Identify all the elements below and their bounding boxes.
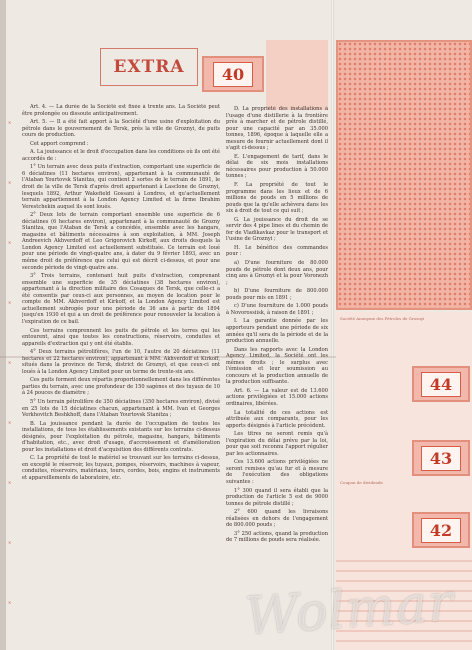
articles-right-column bbox=[226, 106, 328, 646]
coupon-43 bbox=[412, 440, 470, 476]
paragraph: A. La jouissance et le droit d'occupation dans les conditions où ils ont été accordés de : bbox=[22, 149, 220, 162]
coupon-number: 43 bbox=[421, 446, 461, 471]
coupon-panel bbox=[266, 40, 328, 110]
paragraph: La totalité de ces actions est attribuée aux comparants, pour les apports désignés à l'article précédent. bbox=[226, 409, 328, 429]
paragraph: C. La propriété de tout le matériel se trouvant sur les terrains ci-dessus, en excepté le réservoir, les tuyaux, pompes, réservoirs, machines à vapeur, conduites, réservoirs, matériaux, tours, cordes, bois, engins et instruments et appareillements de laboratoire, etc. bbox=[22, 455, 220, 481]
stamp-text: Coupon de dividende bbox=[340, 480, 383, 485]
header-title-frame bbox=[100, 48, 198, 86]
coupon-fine-print bbox=[340, 480, 468, 510]
paragraph: F. La propriété de tout le programme dans les lieux et de 6 millions de pouds en 5 millions de pouds que la qu'elle achèvera dans les six à droit de tout ce qui suit ; bbox=[226, 182, 328, 215]
paragraph: Les titres ne seront remis qu'à l'expiration du délai prévu par la loi, pour que soit reconnu l'apport régulier par les actionnaires. bbox=[226, 431, 328, 457]
stamp-text: Société Anonyme des Pétroles de Grosnyi bbox=[340, 316, 425, 321]
paragraph: 2° Deux lots de terrain comportant ensemble une superficie de 6 déciatines (6 hectares environ), appartenant à la communauté de Grozny Stanitza, que l'Ataban de Tersk a concédés, ensemble avec les hangars, magasins et bâtiments nécessaires à son exploitation, à MM. Joseph Andreevich Akhverdoff et Leo Grigorovich Kirkoff, aux droits desquels la London Agency Limited est actuellement substituée. Ce terrain est loué pour une période de vingt-quatre ans, à dater du 9 février 1893, avec un même droit de préférence que celui qui est décrit ci-dessus, et pour une seconde période de vingt-quatre ans. bbox=[22, 212, 220, 271]
paragraph: Ces terrains comprennent les puits de pétrole et les terres qui les entourent, ainsi que toutes les constructions, réservoirs, conduites et appareils d'extraction qui y ont été établis. bbox=[22, 327, 220, 347]
paragraph: Ces 13.600 actions privilégiées ne seront remises qu'au fur et à mesure de l'exécution des obligations suivantes : bbox=[226, 459, 328, 485]
paragraph: B. La jouissance pendant la durée de l'occupation de toutes les installations, de tous les établissements existants sur les terrains ci-dessus désignés, pour l'exploitation du pétrole, magasins, hangars, bâtiments d'habitation, etc., avec droit d'usage, d'accroissement et d'amélioration pour les installations et droit d'acquisition des différents contrats. bbox=[22, 420, 220, 453]
paragraph: Ces puits forment deux répartis proportionnellement dans les différentes parties du terrain, avec une profondeur de 150 sagènes et des tuyaux de 10 à 24 pouces de diamètre ; bbox=[22, 377, 220, 397]
paragraph: Art. 5. — Il a été fait apport à la Société d'une usine d'exploitation du pétrole dans le gouvernement de Tersk, près la ville de Groznyi, de puits cours de production. bbox=[22, 119, 220, 139]
paragraph: 3° Trois terrains, contenant huit puits d'extraction, comprenant ensemble une superficie de 35 déciatines (38 hectares environ), appartenant à la direction militaire des Cosaques de Tersk, que celle-ci a été consentis par ceux-ci aux personnes, au moyen de location pour le compte de MM. Akhverdoff et Kirkoff, et la London Agency Limited est actuellement subrogée pour une période de 36 ans à partir de 1894 jusqu'en 1930 et qui a un droit de préférence pour renouveler la location à l'expiration de ce bail. bbox=[22, 273, 220, 325]
watermark: Wolmar bbox=[243, 572, 456, 648]
paragraph: 2° 600 quand les livraisons réalisées en dehors de l'engagement de 800.000 pouds ; bbox=[226, 509, 328, 529]
header-title: EXTRA bbox=[113, 57, 185, 77]
paragraph: I. La garantie donnée par les apporteurs pendant une période de six années qu'il sera de la période et de la production annuelle. bbox=[226, 318, 328, 345]
margin-marks: ✕ ✕ ✕ ✕ ✕ ✕ ✕ ✕ ✕ bbox=[8, 120, 12, 605]
paragraph: 1° 300 quand il sera établi que la production de l'article 5 est de 9000 tonnes de pétrole distillé ; bbox=[226, 487, 328, 507]
paragraph: Art. 4. — La durée de la Société est fixée à trente ans. La Société peut être prolongée ou dissoute anticipativement. bbox=[22, 104, 220, 117]
coupon-number: 42 bbox=[421, 518, 461, 543]
coupon-number: 44 bbox=[421, 372, 461, 397]
decorative-border-panel bbox=[336, 40, 472, 310]
paragraph: D. La propriété des installations à l'usage d'une distillerie à la frontière près à marcher et de pétrole distillé, pour une capacité par an 35.000 tonnes, 1896, époque à laquelle elle a mesure de fournir actuellement dont il s'agit ci-dessus ; bbox=[226, 106, 328, 152]
coupon-44 bbox=[412, 366, 470, 402]
paragraph: 3° 250 actions, quand la production de 7 millions de pouds sera réalisée. bbox=[226, 530, 328, 544]
coupon-number: 40 bbox=[213, 62, 253, 87]
paragraph: a) D'une fourniture de 80.000 pouds de pétrole dont deux ans, pour cinq ans à Groznyi et la pour Voronezh ; bbox=[226, 260, 328, 286]
paragraph: Cet apport comprend : bbox=[30, 140, 89, 147]
torn-edge bbox=[0, 0, 6, 650]
paragraph: E. L'engagement de tarif, dans le délai de six mois installations nécessaires pour production à 50.000 tonnes ; bbox=[226, 153, 328, 180]
coupon-42 bbox=[412, 512, 470, 548]
paragraph: b) D'une fourniture de 800.000 pouds pour mis en 1891 ; bbox=[226, 288, 328, 301]
paragraph: c) D'une fourniture de 1.000 pouds à Novorossiisk, à raison de 1891 ; bbox=[226, 303, 328, 316]
coupon-40 bbox=[202, 56, 264, 92]
paragraph: 1° Un terrain avec deux puits d'extraction, comportant une superficie de 6 déciatines (11 hectares environ), appartenant à la communauté de l'Ataban Yourtovsk Stanitza, qui contient 2 sortes de le terrain de 1891, le droit de la ville de Tersk d'après droit appartenant à Lasclone de Groznyi, lesquels 1892, Arthur Wakefield Gossani à Londres, et qu'actuellement terrain appartiennent à la London Agency Limited et la firme Ibrahim Verestchekin auquel ils sont loués. bbox=[22, 164, 220, 210]
fold-line bbox=[331, 0, 334, 650]
paragraph: H. Le bénéfice des commandes pour : bbox=[226, 244, 328, 258]
articles-left-column bbox=[22, 104, 220, 644]
paragraph: 4° Deux terrains pétrolifères, l'un de 10, l'autre de 20 déciatines (11 hectares et 22 hectares environ), appartenant à MM. Akhverdoff et Kirkoff, situés dans la province de Tersk, district de Groznyi, et que ceux-ci ont loués à la London Agency Limited pour un terme de trente-six ans. bbox=[22, 349, 220, 375]
coupon-fine-print bbox=[340, 316, 468, 356]
paragraph: G. La jouissance du droit de se servir des 4 pipe lines et du chemin de fer de Vladikavkaz pour le transport et l'usine de Groznyi ; bbox=[226, 216, 328, 243]
paragraph: 5° Un terrain pétrolifère de 350 déciatines (350 hectares environ), divisé en 25 lots de 15 déciatines chacun, appartenant à MM. Ivan et Georges Verkhovitch Beshkhoff, dans l'Ataban Yourtovsk Stanitza ; bbox=[22, 398, 220, 419]
paragraph: Art. 6. — La valeur est de 13.600 actions privilégiées et 15.000 actions ordinaires, libérées. bbox=[226, 387, 328, 407]
paragraph: Dans les rapports avec la London Agency Limited, la Société ont les mêmes droits ; le surplus avec l'émission et leur soumission au concours et la production annuelle de la production suffisante. bbox=[226, 346, 328, 386]
